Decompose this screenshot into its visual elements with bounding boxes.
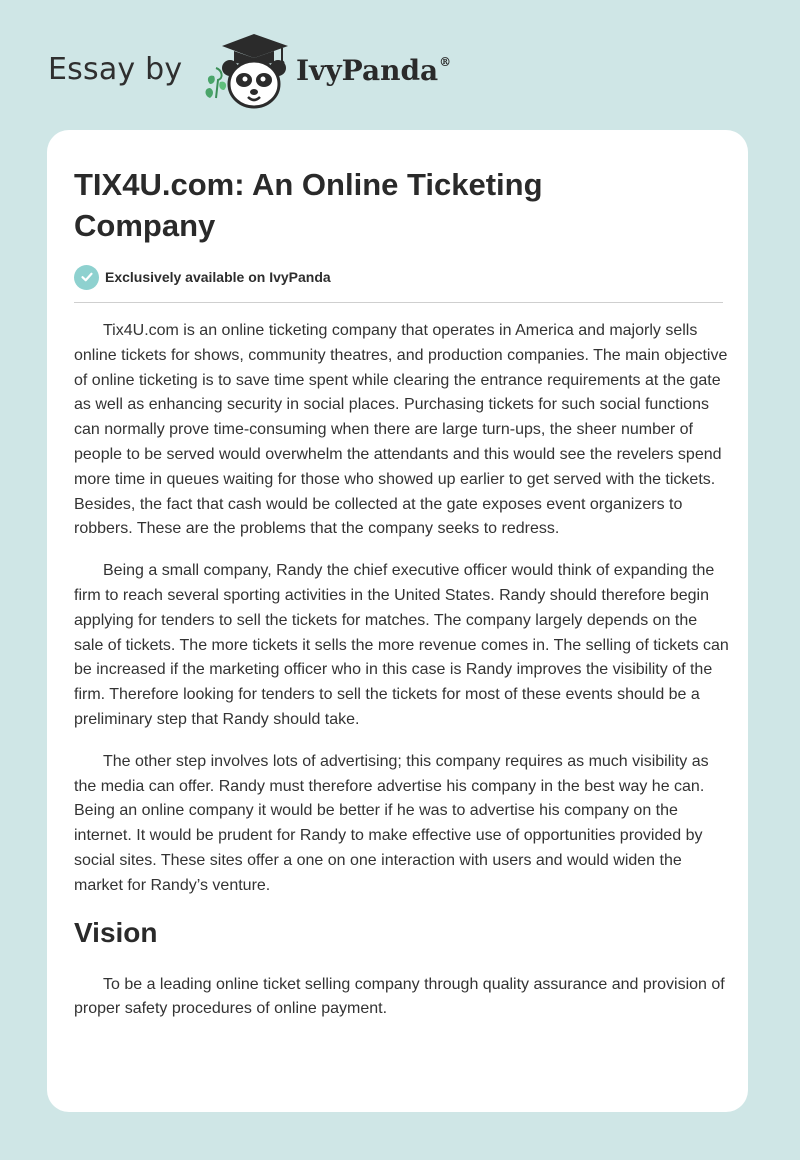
exclusive-badge [74, 264, 331, 290]
panda-logo-icon[interactable] [200, 32, 296, 112]
article-body [74, 319, 729, 1039]
article-card [47, 130, 748, 1112]
paragraph: Being a small company, Randy the chief executive officer would think of expanding the firm to reach several sporting activities in the United States. Randy should therefore begin applying for tenders to sell the tickets for matches. The company largely depends on the sale of tickets. The more tickets it sells the more revenue comes in. The selling of tickets can be increased if the marketing officer who in this case is Randy improves the visibility of the firm. Therefore looking for tenders to sell the tickets for most of these events should be a preliminary step that Randy should take. [74, 562, 729, 728]
paragraph: The other step involves lots of advertising; this company requires as much visibility as the media can offer. Randy must therefore advertise his company in the best way he can. Being an online company it would be better if he was to advertise his company on the internet. It would be prudent for Randy to make effective use of opportunities provided by social sites. These sites offer a one on one interaction with users and would widen the market for Randy’s venture. [74, 752, 709, 894]
registered-mark: ® [439, 54, 452, 69]
brand-name[interactable]: IvyPanda® [296, 54, 452, 87]
page-title: TIX4U.com: An Online Ticketing Company [74, 167, 543, 243]
ivy-leaf-icon [206, 68, 227, 98]
divider [74, 302, 723, 303]
exclusive-label: Exclusively available on IvyPanda [105, 269, 331, 285]
site-header [48, 32, 508, 112]
essay-by-label: Essay by [48, 52, 183, 87]
section-heading-vision: Vision [74, 916, 158, 948]
paragraph: Tix4U.com is an online ticketing company that operates in America and majorly sells online tickets for shows, community theatres, and production companies. The main objective of online ticketing is to save time spent while clearing the entrance requirements at the gate as well as enhancing security in social places. Purchasing tickets for such social functions can normally prove time-consuming when there are large turn-ups, the sheer number of people to be served would overwhelm the attendants and this would see the revelers spend more time in queues waiting for those who showed up earlier to get served with the tickets. Besides, the fact that cash would be collected at the gate exposes event organizers to robbers. These are the problems that the company seeks to redress. [74, 322, 728, 538]
paragraph: To be a leading online ticket selling company through quality assurance and provision of proper safety procedures of online payment. [74, 975, 725, 1018]
check-icon [74, 265, 99, 290]
